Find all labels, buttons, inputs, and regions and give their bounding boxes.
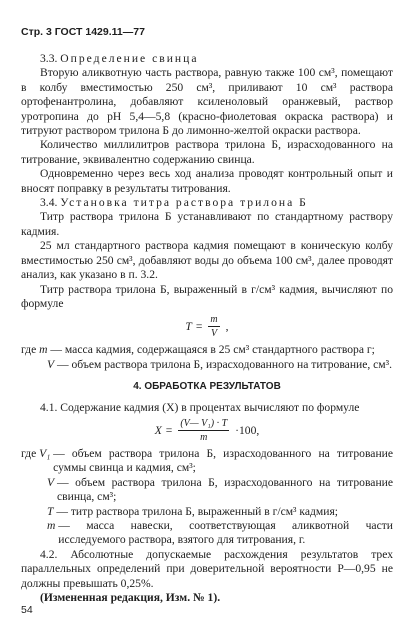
paragraph: 4.2. Абсолютные допускаемые расхождения результатов трех параллельных определений при доверительной вероятности P—0,95 не должны превышать 0,25%. xyxy=(21,547,393,590)
definition-item xyxy=(21,358,393,372)
definition-symbol: T xyxy=(47,504,54,518)
formula-lhs: X xyxy=(154,423,162,437)
formula-denominator: m xyxy=(200,431,208,443)
definition-symbol: V xyxy=(47,475,55,489)
definition-item xyxy=(21,447,393,476)
where-label: где xyxy=(21,343,37,357)
paragraph: Титр раствора трилона Б, выраженный в г/см³ кадмия, вычисляют по формуле xyxy=(21,282,393,310)
definition-symbol: V xyxy=(47,357,55,371)
formula-numerator: (V— V₁) · T xyxy=(180,417,228,429)
formula-denominator: V xyxy=(210,328,218,340)
definition-text: — объем раствора трилона Б, израсходованного на титрование, см³. xyxy=(57,357,393,371)
definition-symbol: m xyxy=(47,518,56,532)
main-text xyxy=(21,52,393,605)
section-3-4-heading xyxy=(21,196,393,210)
definition-item xyxy=(21,519,393,548)
cadmium-formula xyxy=(21,415,393,447)
paragraph: Одновременно через весь ход анализа проводят контрольный опыт и вносят поправку в результаты титрования. xyxy=(21,167,393,195)
formula-equals: = xyxy=(195,320,203,334)
section-4-heading: 4. ОБРАБОТКА РЕЗУЛЬТАТОВ xyxy=(133,381,281,393)
page-number: 54 xyxy=(21,604,33,616)
definition-text: — титр раствора трилона Б, выраженный в г/см³ кадмия; xyxy=(56,504,339,518)
definition-text: — масса кадмия, содержащаяся в 25 см³ стандартного раствора г; xyxy=(50,343,375,357)
definition-item xyxy=(21,476,393,505)
titer-formula xyxy=(21,311,393,343)
definitions-list xyxy=(21,343,393,372)
definition-symbol: V₁ xyxy=(39,446,51,460)
definitions-list xyxy=(21,447,393,548)
amendment-note: (Измененная редакция, Изм. № 1). xyxy=(40,591,221,604)
paragraph: Количество миллилитров раствора трилона Б, израсходованного на титрование, эквивалентно содержанию свинца. xyxy=(21,138,393,166)
formula-fraction xyxy=(208,314,219,340)
running-header: Стр. 3 ГОСТ 1429.11—77 xyxy=(21,26,145,38)
section-title: Установка титра раствора трилона Б xyxy=(60,196,308,210)
paragraph: 4.1. Содержание кадмия (X) в процентах вычисляют по формуле xyxy=(40,400,360,414)
formula-tail: ·100, xyxy=(235,423,260,437)
paragraph: Титр раствора трилона Б устанавливают по стандартному раствору кадмия. xyxy=(21,210,393,238)
paragraph: Вторую аликвотную часть раствора, равную также 100 см³, помещают в колбу вместимостью 250 см³, приливают 10 см³ раствора ортофенантролина, добавляют ксиленоловый оранжевый, раствор уротропина до pH 5,4—5,8 (красно-фиолетовая окраска раствора) и титруют раствором трилона Б до лимонно-желтой окраски раствора. xyxy=(21,66,393,138)
paragraph: 25 мл стандартного раствора кадмия помещают в коническую колбу вместимостью 250 см³, добавляют воды до объема 100 см³, далее проводят анализ, как указано в п. 3.2. xyxy=(21,239,393,282)
definition-item xyxy=(21,343,393,357)
section-title: Определение свинца xyxy=(60,52,199,65)
formula-lhs: T xyxy=(185,320,192,334)
section-3-3-heading xyxy=(21,52,393,66)
formula-equals: = xyxy=(165,423,173,437)
formula-fraction xyxy=(178,418,229,444)
section-number: 3.3. xyxy=(40,52,58,65)
definition-item xyxy=(21,505,393,519)
definition-text: — объем раствора трилона Б, израсходованного на титрование свинца, см³; xyxy=(57,475,393,504)
where-label: где xyxy=(21,446,37,460)
definition-symbol: m xyxy=(39,343,48,357)
definition-text: — масса навески, соответствующая аликвотной части исследуемого раствора, взятого для титрования, г. xyxy=(58,518,393,547)
definition-text: — объем раствора трилона Б, израсходованного на титрование суммы свинца и кадмия, см³; xyxy=(53,446,393,475)
formula-tail: , xyxy=(225,320,229,334)
formula-numerator: m xyxy=(210,314,218,326)
section-number: 3.4. xyxy=(40,196,58,210)
